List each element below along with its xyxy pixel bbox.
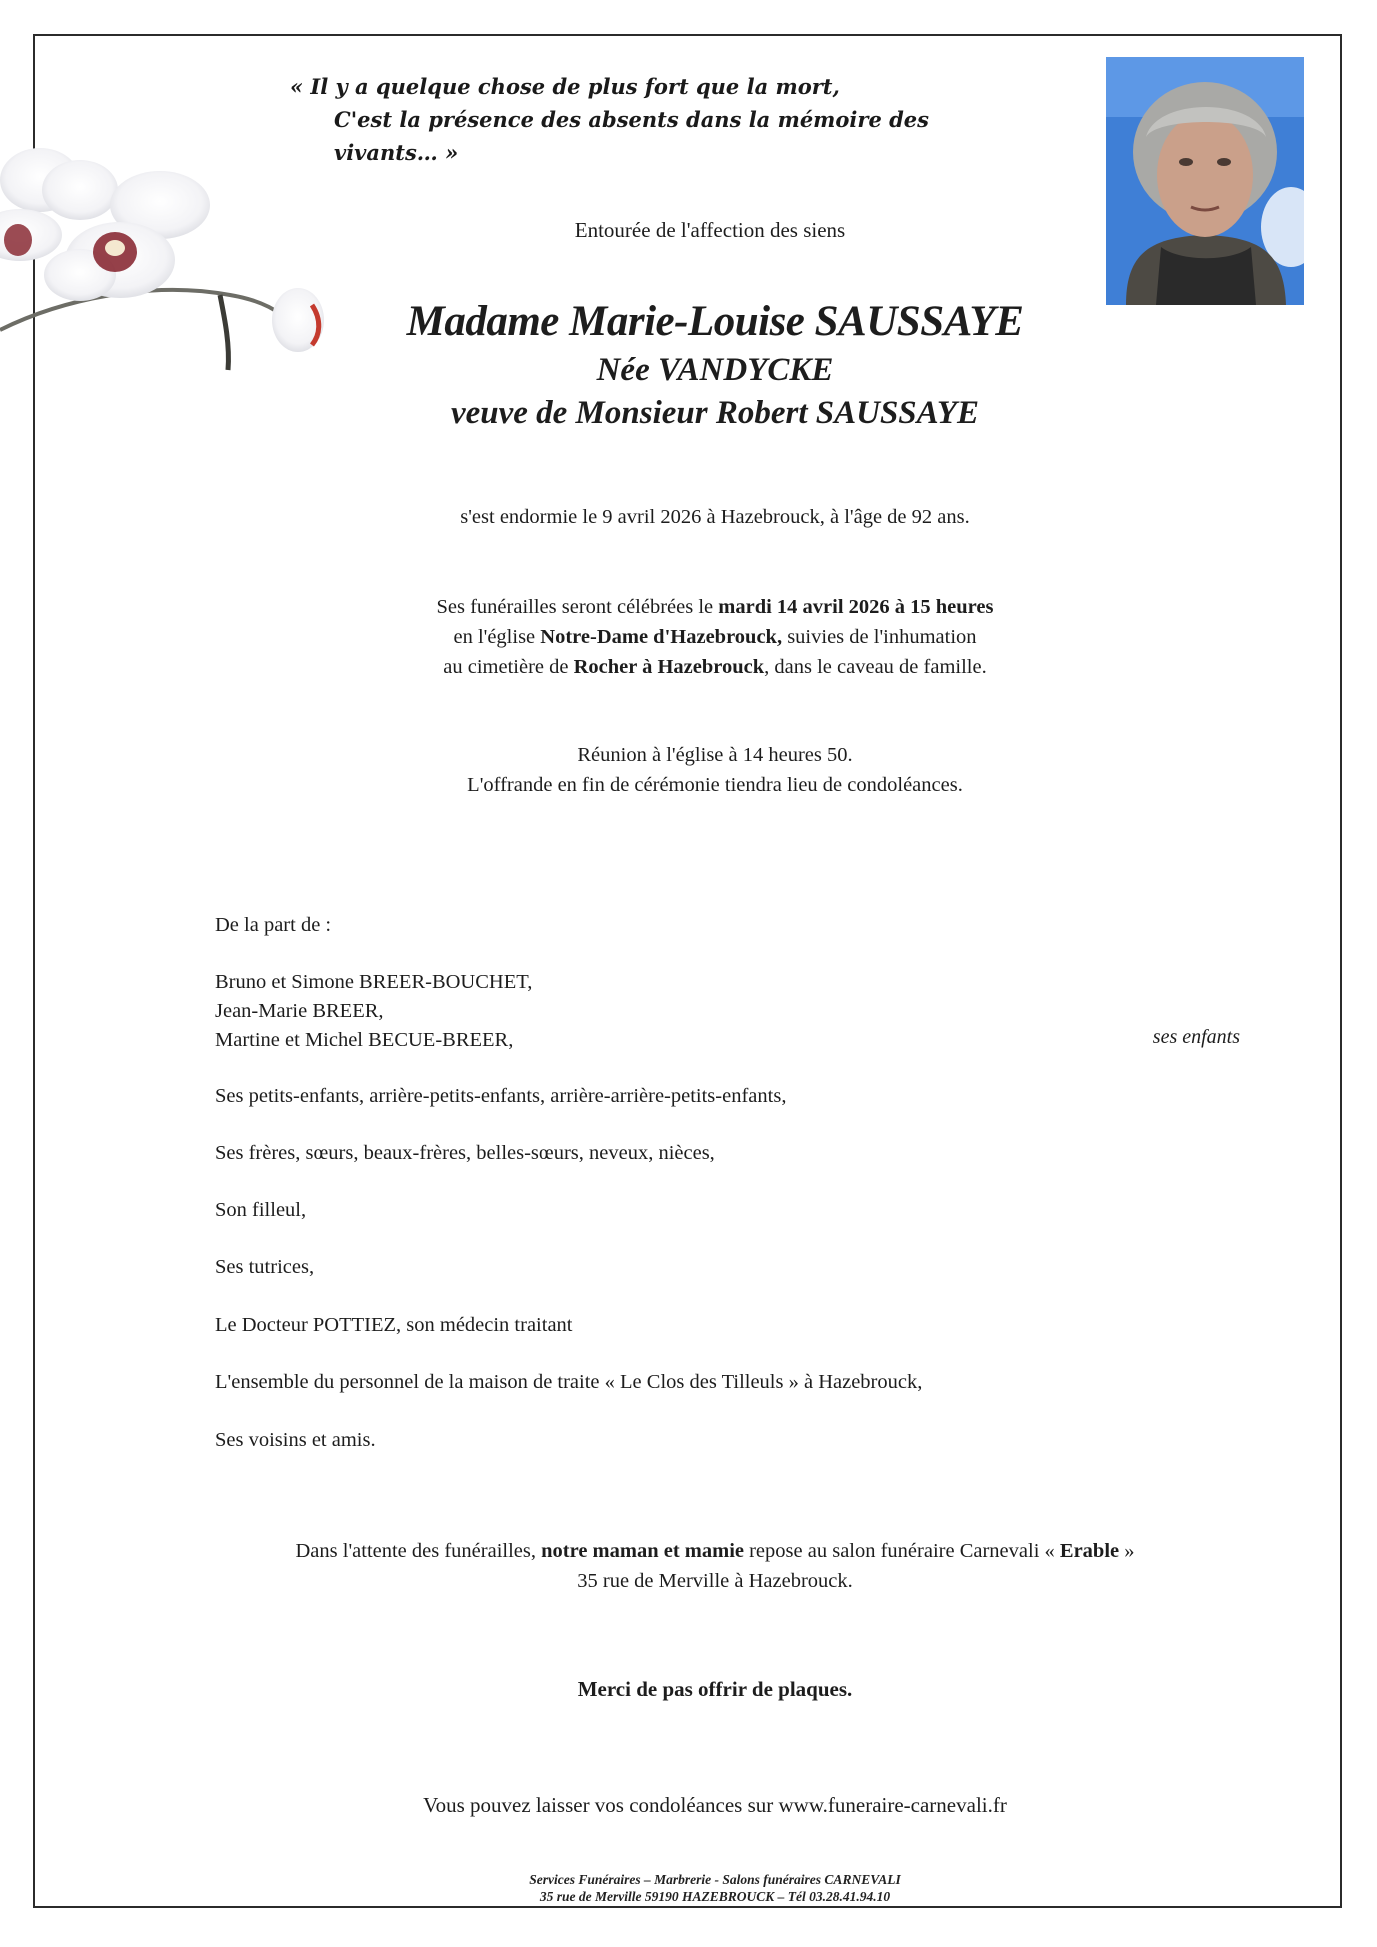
orchid-flower-2 bbox=[42, 160, 210, 301]
attente-address: 35 rue de Merville à Hazebrouck. bbox=[577, 1570, 853, 1592]
funeral-cemetery: Rocher à Hazebrouck bbox=[573, 656, 765, 678]
reunion-line-2: L'offrande en fin de cérémonie tiendra lieu de condoléances. bbox=[467, 774, 963, 796]
family-grandchildren: Ses petits-enfants, arrière-petits-enfants, arrière-arrière-petits-enfants, bbox=[215, 1085, 787, 1107]
funeral-home-info bbox=[160, 1536, 1270, 1596]
attente-salon: Erable bbox=[1059, 1540, 1120, 1562]
reunion-line-1: Réunion à l'église à 14 heures 50. bbox=[577, 744, 853, 766]
orchid-illustration bbox=[0, 130, 350, 390]
epigraph-quote bbox=[290, 70, 1010, 169]
funeral-line-1: Ses funérailles seront célébrées le mardi 14 avril 2026 à 15 heures bbox=[436, 596, 994, 618]
family-godson: Son filleul, bbox=[215, 1199, 307, 1221]
no-plaques-notice: Merci de pas offrir de plaques. bbox=[577, 1677, 853, 1701]
child-3: Martine et Michel BECUE-BREER, bbox=[215, 1029, 514, 1051]
footer-line-1: Services Funéraires – Marbrerie - Salons funéraires CARNEVALI bbox=[529, 1872, 901, 1887]
attente-line-1: Dans l'attente des funérailles, notre maman et mamie repose au salon funéraire Carnevali « Erable » bbox=[295, 1540, 1135, 1562]
portrait-photo bbox=[1106, 57, 1304, 305]
widow-of: veuve de Monsieur Robert SAUSSAYE bbox=[450, 395, 980, 431]
death-notice: s'est endormie le 9 avril 2026 à Hazebrouck, à l'âge de 92 ans. bbox=[460, 506, 970, 528]
funeral-date: mardi 14 avril 2026 à 15 heures bbox=[718, 596, 994, 618]
family-guardians: Ses tutrices, bbox=[215, 1256, 315, 1278]
family-header: De la part de : bbox=[215, 914, 332, 936]
family-siblings: Ses frères, sœurs, beaux-frères, belles-sœurs, neveux, nièces, bbox=[215, 1142, 715, 1164]
quote-line-2: C'est la présence des absents dans la mémoire des vivants… » bbox=[334, 107, 929, 165]
funeral-line-2: en l'église Notre-Dame d'Hazebrouck, suivies de l'inhumation bbox=[453, 626, 977, 648]
maiden-name: Née VANDYCKE bbox=[596, 352, 834, 388]
family-doctor: Le Docteur POTTIEZ, son médecin traitant bbox=[215, 1314, 573, 1336]
child-1: Bruno et Simone BREER-BOUCHET, bbox=[215, 971, 533, 993]
deceased-name: Madame Marie-Louise SAUSSAYE bbox=[406, 298, 1024, 345]
quote-line-1: « Il y a quelque chose de plus fort que la mort, bbox=[290, 74, 840, 99]
children-list bbox=[215, 968, 1215, 1055]
footer-line-2: 35 rue de Merville 59190 HAZEBROUCK – Tél 03.28.41.94.10 bbox=[539, 1889, 891, 1904]
funeral-church: Notre-Dame d'Hazebrouck, bbox=[540, 626, 783, 648]
funeral-details bbox=[300, 592, 1130, 682]
child-2: Jean-Marie BREER, bbox=[215, 1000, 384, 1022]
family-neighbours: Ses voisins et amis. bbox=[215, 1429, 376, 1451]
condolences-line: Vous pouvez laisser vos condoléances sur www.funeraire-carnevali.fr bbox=[423, 1793, 1007, 1817]
children-label: ses enfants bbox=[1152, 1026, 1240, 1048]
footer-funeral-services bbox=[300, 1871, 1130, 1905]
reunion-info bbox=[300, 740, 1130, 800]
intro-line: Entourée de l'affection des siens bbox=[574, 218, 846, 242]
family-care-home-staff: L'ensemble du personnel de la maison de traite « Le Clos des Tilleuls » à Hazebrouck, bbox=[215, 1371, 923, 1393]
funeral-line-3: au cimetière de Rocher à Hazebrouck, dans le caveau de famille. bbox=[443, 656, 987, 678]
attente-maman: notre maman et mamie bbox=[541, 1540, 744, 1562]
